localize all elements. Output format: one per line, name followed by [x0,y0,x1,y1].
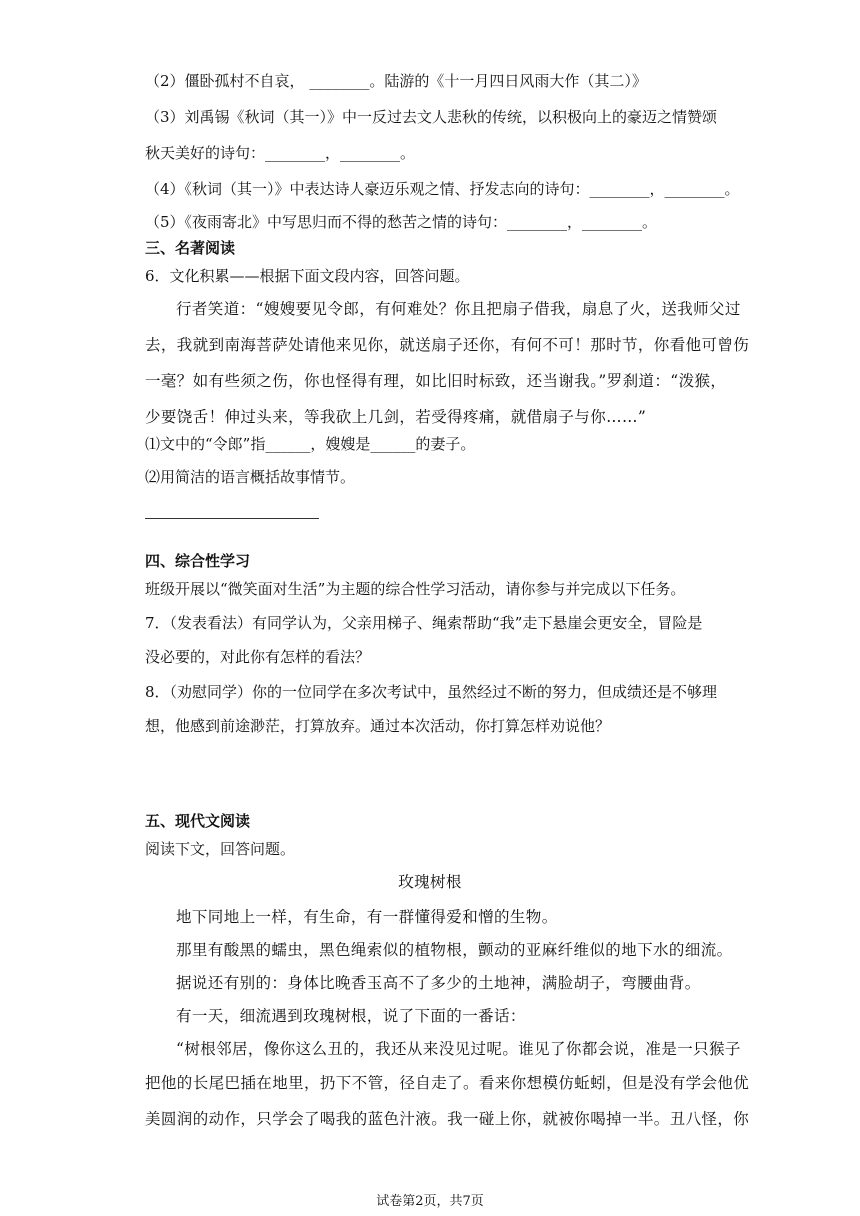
text-line: （2）僵卧孤村不自哀， ________。陆游的《十一月四日风雨大作（其二）》 [145,72,647,90]
text-line: 7．（发表看法）有同学认为，父亲用梯子、绳索帮助“我”走下悬崖会更安全，冒险是 [145,614,703,632]
text-line: 一毫？如有些须之伤，你也怪得有理，如比旧时标致，还当谢我。”罗刹道：“泼猴， [145,372,727,390]
text-line: 去，我就到南海菩萨处请他来见你，就送扇子还你，有何不可！那时节，你看他可曾伤 [145,336,750,354]
text-line: 想，他感到前途渺茫，打算放弃。通过本次活动，你打算怎样劝说他？ [145,717,611,735]
text-line: 6．文化积累——根据下面文段内容，回答问题。 [145,267,470,285]
text-line: 美圆润的动作，只学会了喝我的蓝色汁液。我一碰上你，就被你喝掉一半。丑八怪，你 [145,1110,750,1128]
text-line: （4）《秋词（其一）》中表达诗人豪迈乐观之情、抒发志向的诗句：________，________。 [145,180,740,198]
text-line: 有一天，细流遇到玫瑰树根，说了下面的一番话： [176,1007,526,1025]
text-line: ⑴文中的“令郎”指______，嫂嫂是______的妻子。 [145,435,476,453]
page-footer: 试卷第2页，共7页 [376,1194,484,1209]
passage-title: 玫瑰树根 [398,873,462,891]
text-line: （5）《夜雨寄北》中写思归而不得的愁苦之情的诗句：________，________。 [145,213,658,231]
text-line: 地下同地上一样，有生命，有一群懂得爱和憎的生物。 [176,908,558,926]
text-line: （3）刘禹锡《秋词（其一）》中一反过去文人悲秋的传统，以积极向上的豪迈之情赞颂 [145,108,718,126]
section-heading: 五、现代文阅读 [145,812,251,830]
text-line: 秋天美好的诗句：________，________。 [145,144,416,162]
section-heading: 四、综合性学习 [145,552,251,570]
text-line: 班级开展以“微笑面对生活”为主题的综合性学习活动，请你参与并完成以下任务。 [145,580,686,598]
text-line: 没必要的，对此你有怎样的看法？ [145,648,371,666]
section-heading: 三、名著阅读 [145,239,236,257]
text-line: ⑵用简洁的语言概括故事情节。 [145,468,356,486]
answer-line [145,518,319,519]
text-line: “树根邻居，像你这么丑的，我还从来没见过呢。谁见了你都会说，准是一只猴子 [176,1040,741,1058]
text-line: 把他的长尾巴插在地里，扔下不管，径自走了。看来你想模仿蚯蚓，但是没有学会他优 [145,1074,750,1092]
text-line: 行者笑道：“嫂嫂要见令郎，有何难处？你且把扇子借我，扇息了火，送我师父过 [176,300,741,318]
text-line: 阅读下文，回答问题。 [145,840,296,858]
text-line: 8．（劝慰同学）你的一位同学在多次考试中，虽然经过不断的努力，但成绩还是不够理 [145,683,718,701]
text-line: 据说还有别的：身体比晚香玉高不了多少的土地神，满脸胡子，弯腰曲背。 [176,974,701,992]
text-line: 那里有酸黑的蠕虫，黑色绳索似的植物根，颤动的亚麻纤维似的地下水的细流。 [176,941,733,959]
text-line: 少要饶舌！伸过头来，等我砍上几剑，若受得疼痛，就借扇子与你……” [145,408,647,426]
